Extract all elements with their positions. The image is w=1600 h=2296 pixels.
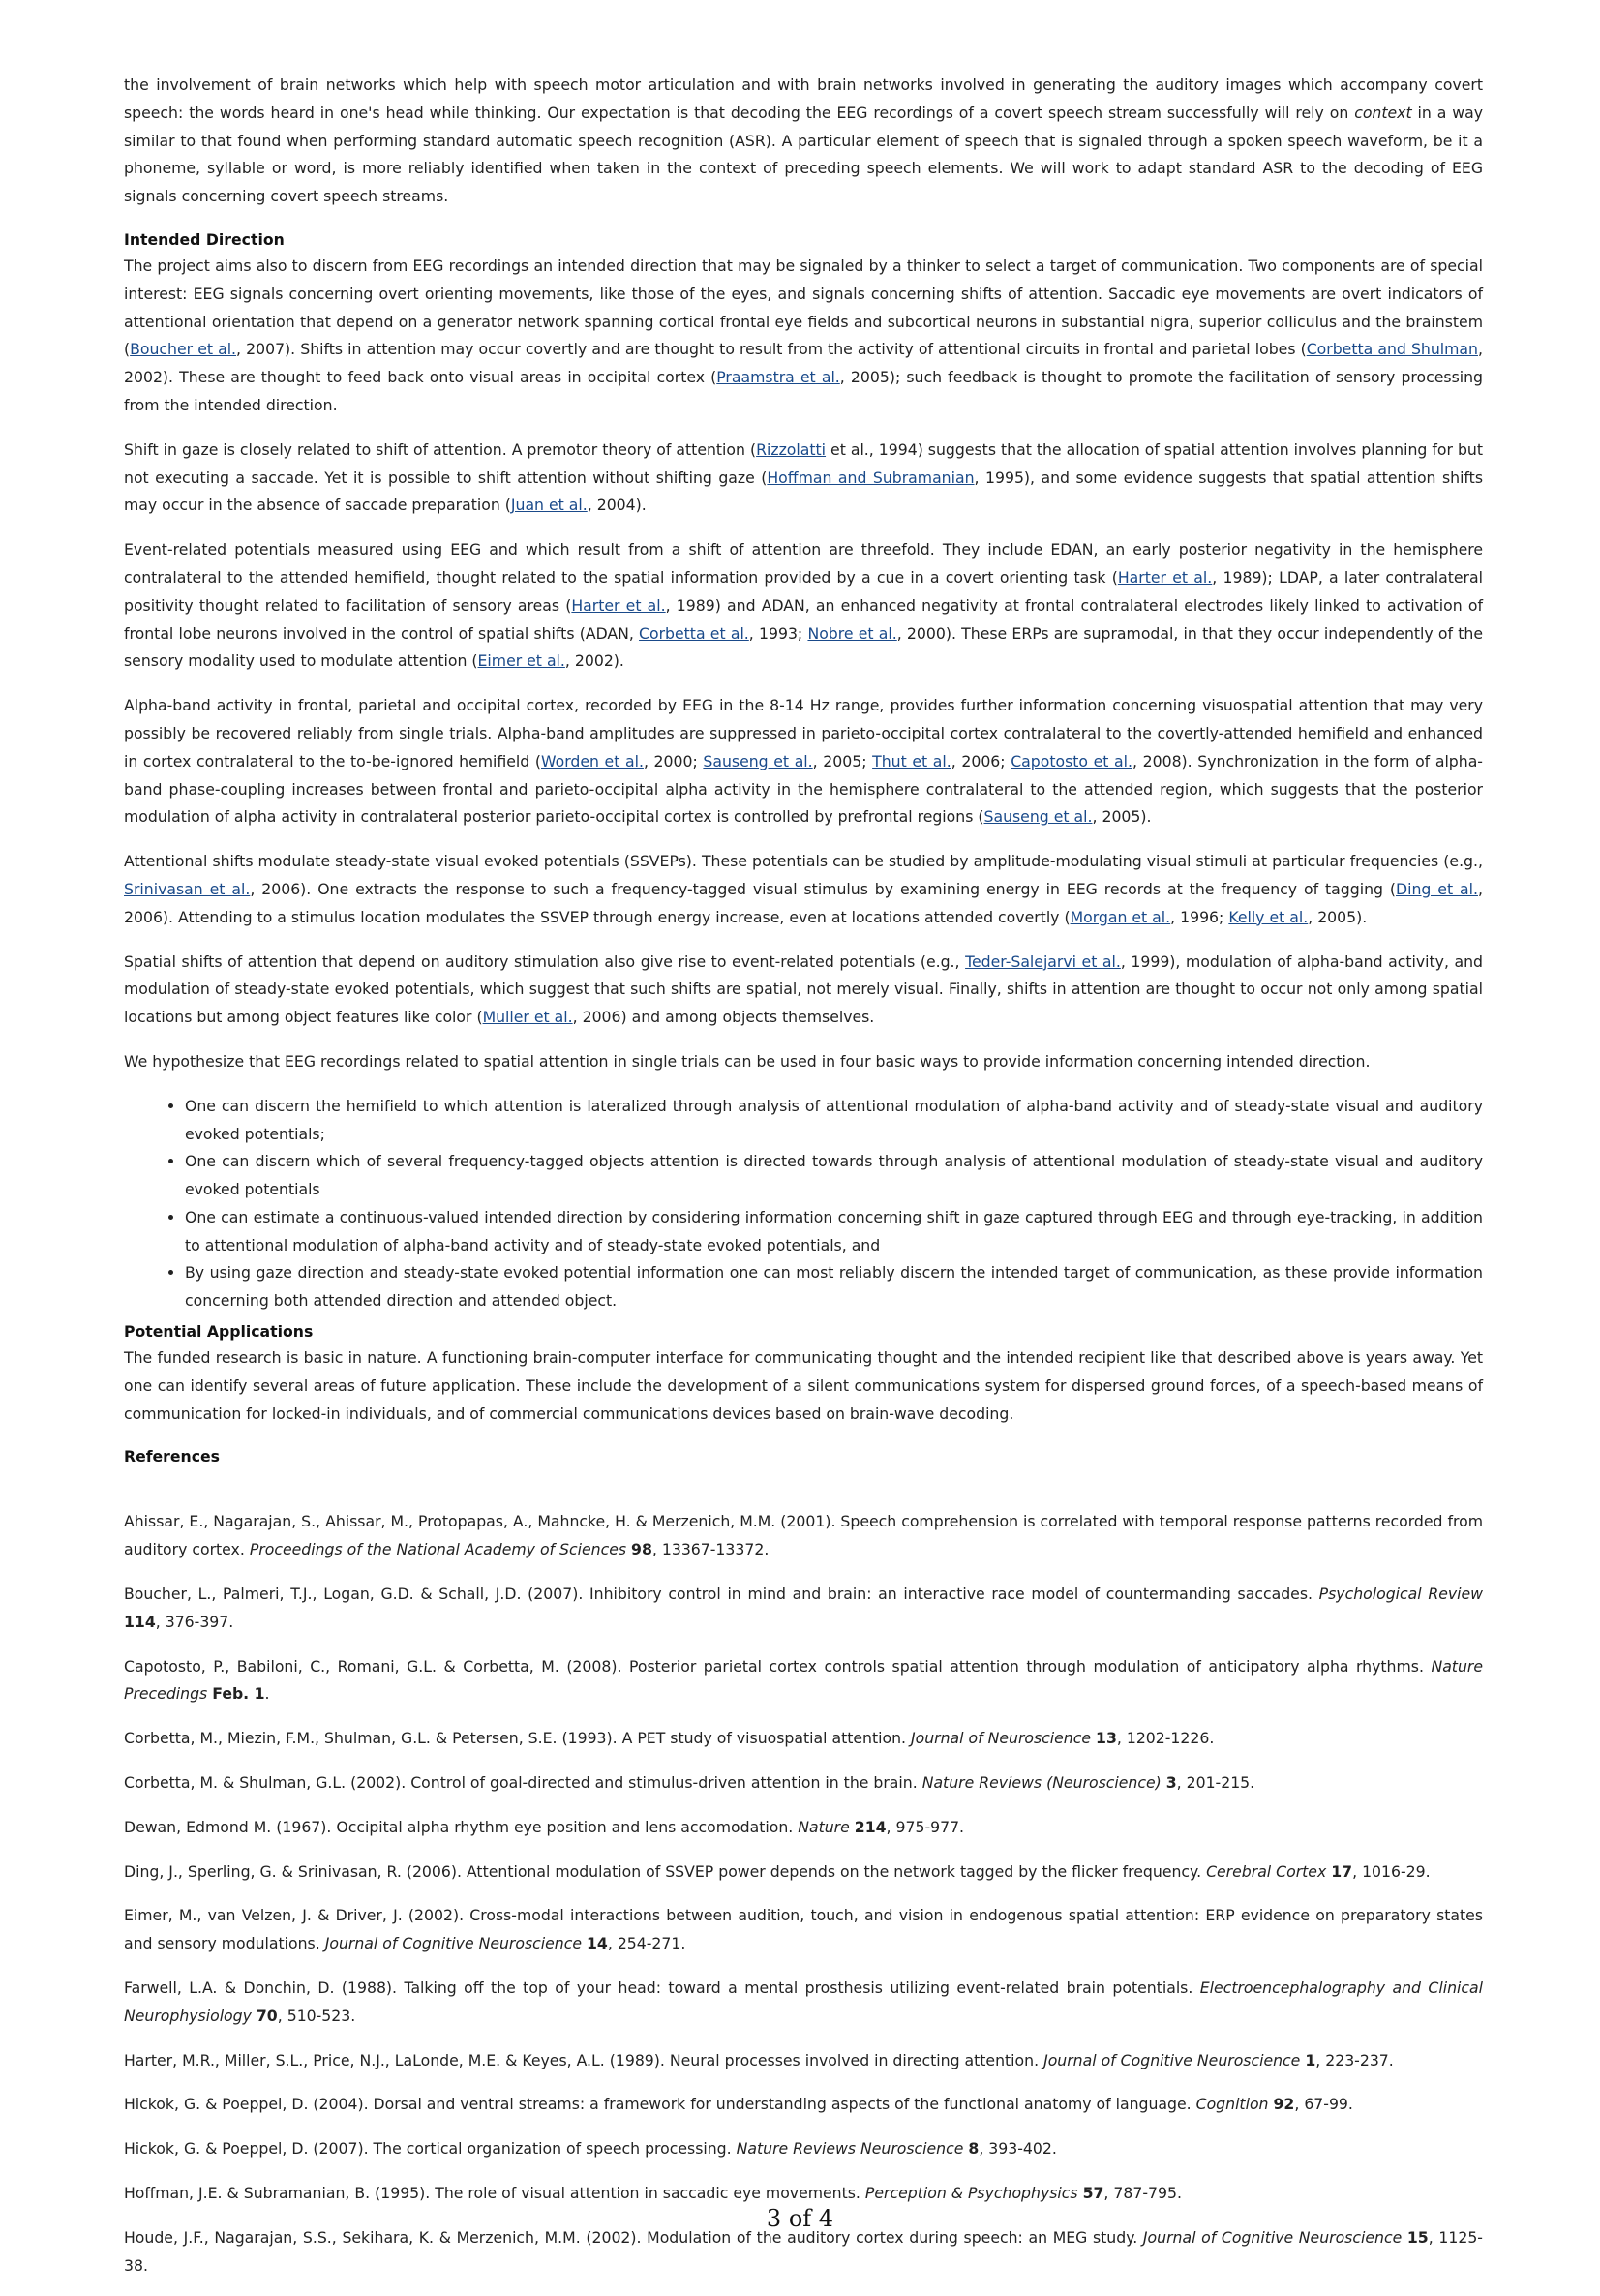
citation-link[interactable]: Corbetta et al. [639, 623, 749, 643]
italic-text: Journal of Neuroscience [911, 1729, 1092, 1748]
section-heading-potential-applications: Potential Applications [124, 1322, 314, 1342]
citation-link[interactable]: Kelly et al. [1228, 907, 1309, 926]
reference-entry: Houde, J.F., Nagarajan, S.S., Sekihara, K. & Merzenich, M.M. (2002). Modulation of the auditory cortex during speech: an MEG study. Journal of Cognitive Neuroscience 15, 1125-38. [124, 2227, 1483, 2275]
section-paragraph: The project aims also to discern from EEG recordings an intended direction that may be signaled by a thinker to select a target of communication. Two components are of special interest: EEG signals concerning overt orienting movements, like those of the eyes, and signals concerning shifts of attention. Saccadic eye movements are overt indicators of attentional orientation that depend on a generator network spanning cortical frontal eye fields and subcortical neurons in substantial nigra, superior colliculus and the brainstem (Boucher et al., 2007). Shifts in attention may occur covertly and are thought to result from the activity of attentional circuits in frontal and parietal lobes (Corbetta and Shulman, 2002). These are thought to feed back onto visual areas in occipital cortex (Praamstra et al., 2005); such feedback is thought to promote the facilitation of sensory processing from the intended direction. [124, 256, 1483, 414]
page-number: 3 of 4 [766, 2205, 834, 2232]
citation-link[interactable]: Morgan et al. [1070, 907, 1171, 926]
bold-text: 57 [1082, 2184, 1104, 2203]
intro-paragraph: the involvement of brain networks which help with speech motor articulation and with brain networks involved in generating the auditory images which accompany covert speech: the words heard in one's head while thinking. Our expectation is that decoding the EEG recordings of a covert speech stream successfully will rely on context in a way similar to that found when performing standard automatic speech recognition (ASR). A particular element of speech that is signaled through a spoken speech waveform, be it a phoneme, syllable or word, is more reliably identified when taken in the context of preceding speech elements. We will work to adapt standard ASR to the decoding of EEG signals concerning covert speech streams. [124, 76, 1483, 206]
citation-link[interactable]: Sauseng et al. [983, 807, 1093, 827]
italic-text: Cognition [1195, 2095, 1269, 2114]
italic-text: Nature Reviews (Neuroscience) [921, 1773, 1162, 1793]
section-paragraph: Attentional shifts modulate steady-state visual evoked potentials (SSVEPs). These potentials can be studied by amplitude-modulating visual stimuli at particular frequencies (e.g., Srinivasan et al., 2006). One extracts the response to such a frequency-tagged visual stimulus by examining energy in EEG records at the frequency of tagging (Ding et al., 2006). Attending to a stimulus location modulates the SSVEP through energy increase, even at locations attended covertly (Morgan et al., 1996; Kelly et al., 2005). [124, 852, 1483, 926]
hypothesis-list-item: • One can estimate a continuous-valued intended direction by considering information concerning shift in gaze captured through EEG and through eye-tracking, in addition to attentional modulation of alpha-band activity and of steady-state evoked potentials, and [185, 1204, 1483, 1260]
citation-link[interactable]: Ding et al. [1396, 879, 1478, 898]
bold-text: 8 [968, 2139, 980, 2159]
citation-link[interactable]: Capotosto et al. [1011, 751, 1133, 770]
italic-text: Journal of Cognitive Neuroscience [1043, 2050, 1301, 2069]
italic-text: Psychological Review [1318, 1585, 1483, 1604]
bold-text: 70 [256, 2006, 278, 2025]
italic-text: Journal of Cognitive Neuroscience [1142, 2227, 1403, 2247]
citation-link[interactable]: Corbetta and Shulman [1306, 340, 1478, 359]
hypothesis-list [124, 1093, 1483, 1315]
bold-text: 114 [124, 1612, 156, 1631]
references-list [124, 1508, 1483, 2280]
hypothesis-list-item: • One can discern which of several frequency-tagged objects attention is directed towards through analysis of attentional modulation of steady-state visual and auditory evoked potentials [185, 1148, 1483, 1204]
citation-link[interactable]: Srinivasan et al. [124, 879, 251, 898]
intended-direction-paragraphs [124, 253, 1483, 1076]
italic-text: Proceedings of the National Academy of Sciences [249, 1540, 627, 1559]
bold-text: 214 [854, 1817, 887, 1836]
italic-text: Nature Reviews Neuroscience [736, 2139, 964, 2159]
bold-text: 15 [1406, 2227, 1429, 2247]
reference-entry: Corbetta, M., Miezin, F.M., Shulman, G.L. & Petersen, S.E. (1993). A PET study of visuospatial attention. Journal of Neuroscience 13, 1202-1226. [124, 1729, 1215, 1748]
italic-text: Nature Precedings [124, 1656, 1483, 1704]
citation-link[interactable]: Muller et al. [482, 1008, 573, 1027]
section-paragraph: We hypothesize that EEG recordings related to spatial attention in single trials can be used in four basic ways to provide information concerning intended direction. [124, 1051, 1371, 1071]
citation-link[interactable]: Worden et al. [541, 751, 644, 770]
document-body [124, 72, 1483, 2296]
italic-text: Nature [798, 1817, 850, 1836]
citation-link[interactable]: Eimer et al. [477, 651, 565, 671]
reference-entry: Farwell, L.A. & Donchin, D. (1988). Talking off the top of your head: toward a mental prosthesis utilizing event-related brain potentials. Electroencephalography and Clinical Neurophysiology 70, 510-523. [124, 1979, 1483, 2025]
citation-link[interactable]: Thut et al. [872, 751, 951, 770]
reference-entry: Capotosto, P., Babiloni, C., Romani, G.L. & Corbetta, M. (2008). Posterior parietal cortex controls spatial attention through modulation of anticipatory alpha rhythms. Nature Precedings Feb. 1. [124, 1656, 1483, 1704]
citation-link[interactable]: Hoffman and Subramanian [767, 468, 975, 487]
section-paragraph: Alpha-band activity in frontal, parietal and occipital cortex, recorded by EEG in the 8-14 Hz range, provides further information concerning visuospatial attention that may very possibly be recovered reliably from single trials. Alpha-band amplitudes are suppressed in parieto-occipital cortex contralateral to the covertly-attended hemifield and enhanced in cortex contralateral to the to-be-ignored hemifield (Worden et al., 2000; Sauseng et al., 2005; Thut et al., 2006; Capotosto et al., 2008). Synchronization in the form of alpha-band phase-coupling increases between frontal and parieto-occipital alpha activity in the hemisphere contralateral to the attended region, which suggests that the posterior modulation of alpha activity in contralateral posterior parieto-occipital cortex is controlled by prefrontal regions (Sauseng et al., 2005). [124, 696, 1483, 827]
citation-link[interactable]: Sauseng et al. [703, 751, 813, 770]
bold-text: 3 [1165, 1773, 1177, 1793]
citation-link[interactable]: Teder-Salejarvi et al. [965, 952, 1121, 971]
reference-entry: Corbetta, M. & Shulman, G.L. (2002). Control of goal-directed and stimulus-driven attention in the brain. Nature Reviews (Neuroscience) 3, 201-215. [124, 1773, 1255, 1793]
section-paragraph: Shift in gaze is closely related to shift of attention. A premotor theory of attention (Rizzolatti et al., 1994) suggests that the allocation of spatial attention involves planning for but not executing a saccade. Yet it is possible to shift attention without shifting gaze (Hoffman and Subramanian, 1995), and some evidence suggests that spatial attention shifts may occur in the absence of saccade preparation (Juan et al., 2004). [124, 439, 1483, 515]
bold-text: Feb. 1 [212, 1684, 265, 1704]
reference-entry: Hoffman, J.E. & Subramanian, B. (1995). The role of visual attention in saccadic eye movements. Perception & Psychophysics 57, 787-795. [124, 2184, 1182, 2203]
bold-text: 98 [631, 1540, 652, 1559]
italic-text: context [1354, 103, 1412, 122]
section-heading-intended-direction: Intended Direction [124, 229, 285, 249]
hypothesis-list-item: • By using gaze direction and steady-state evoked potential information one can most reliably discern the intended target of communication, as these provide information concerning both attended direction and attended object. [185, 1259, 1483, 1315]
citation-link[interactable]: Juan et al. [510, 496, 588, 515]
italic-text: Cerebral Cortex [1206, 1861, 1327, 1881]
italic-text: Electroencephalography and Clinical Neurophysiology [124, 1979, 1483, 2025]
reference-entry: Boucher, L., Palmeri, T.J., Logan, G.D. & Schall, J.D. (2007). Inhibitory control in mind and brain: an interactive race model of countermanding saccades. Psychological Review 114, 376-397. [124, 1585, 1483, 1631]
citation-link[interactable]: Nobre et al. [807, 623, 897, 643]
reference-entry: Ahissar, E., Nagarajan, S., Ahissar, M., Protopapas, A., Mahncke, H. & Merzenich, M.M. (2001). Speech comprehension is correlated with temporal response patterns recorded from auditory cortex. Proceedings of the National Academy of Sciences 98, 13367-13372. [124, 1512, 1483, 1559]
italic-text: Perception & Psychophysics [864, 2184, 1078, 2203]
citation-link[interactable]: Rizzolatti [756, 439, 827, 459]
hypothesis-list-item: • One can discern the hemifield to which attention is lateralized through analysis of attentional modulation of alpha-band activity and of steady-state visual and auditory evoked potentials; [185, 1093, 1483, 1149]
section-paragraph: Event-related potentials measured using EEG and which result from a shift of attention are threefold. They include EDAN, an early posterior negativity in the hemisphere contralateral to the attended hemifield, thought related to the spatial information provided by a cue in a covert orienting task (Harter et al., 1989); LDAP, a later contralateral positivity thought related to facilitation of sensory areas (Harter et al., 1989) and ADAN, an enhanced negativity at frontal contralateral electrodes likely linked to activation of frontal lobe neurons involved in the control of spatial shifts (ADAN, Corbetta et al., 1993; Nobre et al., 2000). These ERPs are supramodal, in that they occur independently of the sensory modality used to modulate attention (Eimer et al., 2002). [124, 540, 1484, 671]
section-paragraph: Spatial shifts of attention that depend on auditory stimulation also give rise to event-related potentials (e.g., Teder-Salejarvi et al., 1999), modulation of alpha-band activity, and modulation of steady-state evoked potentials, which suggest that such shifts are spatial, not merely visual. Finally, shifts in attention are thought to occur not only among spatial locations but among object features like color (Muller et al., 2006) and among objects themselves. [124, 952, 1483, 1027]
citation-link[interactable]: Praamstra et al. [716, 368, 840, 387]
reference-entry: Ding, J., Sperling, G. & Srinivasan, R. (2006). Attentional modulation of SSVEP power depends on the network tagged by the flicker frequency. Cerebral Cortex 17, 1016-29. [124, 1861, 1431, 1881]
bold-text: 13 [1096, 1729, 1117, 1748]
reference-entry: Hickok, G. & Poeppel, D. (2007). The cortical organization of speech processing. Nature Reviews Neuroscience 8, 393-402. [124, 2139, 1057, 2159]
reference-entry: Hickok, G. & Poeppel, D. (2004). Dorsal and ventral streams: a framework for understanding aspects of the functional anatomy of language. Cognition 92, 67-99. [124, 2095, 1353, 2114]
applications-paragraph: The funded research is basic in nature. A functioning brain-computer interface for communicating thought and the intended recipient like that described above is years away. Yet one can identify several areas of future application. These include the development of a silent communications system for dispersed ground forces, of a speech-based means of communication for locked-in individuals, and of commercial communications devices based on brain-wave decoding. [124, 1348, 1483, 1423]
italic-text: Journal of Cognitive Neuroscience [324, 1934, 582, 1953]
citation-link[interactable]: Harter et al. [1117, 567, 1213, 587]
bold-text: 17 [1331, 1861, 1353, 1881]
citation-link[interactable]: Harter et al. [571, 595, 666, 615]
reference-entry: Dewan, Edmond M. (1967). Occipital alpha rhythm eye position and lens accomodation. Nature 214, 975-977. [124, 1817, 965, 1836]
bold-text: 14 [587, 1934, 608, 1953]
references-heading: References [124, 1447, 221, 1466]
reference-entry: Harter, M.R., Miller, S.L., Price, N.J., LaLonde, M.E. & Keyes, A.L. (1989). Neural processes involved in directing attention. Journal of Cognitive Neuroscience 1, 223-237. [124, 2050, 1394, 2069]
citation-link[interactable]: Boucher et al. [130, 340, 237, 359]
bold-text: 1 [1305, 2050, 1316, 2069]
reference-entry: Eimer, M., van Velzen, J. & Driver, J. (2002). Cross-modal interactions between audition, touch, and vision in endogenous spatial attention: ERP evidence on preparatory states and sensory modulations. Journal of Cognitive Neuroscience 14, 254-271. [124, 1906, 1483, 1953]
bold-text: 92 [1273, 2095, 1295, 2114]
